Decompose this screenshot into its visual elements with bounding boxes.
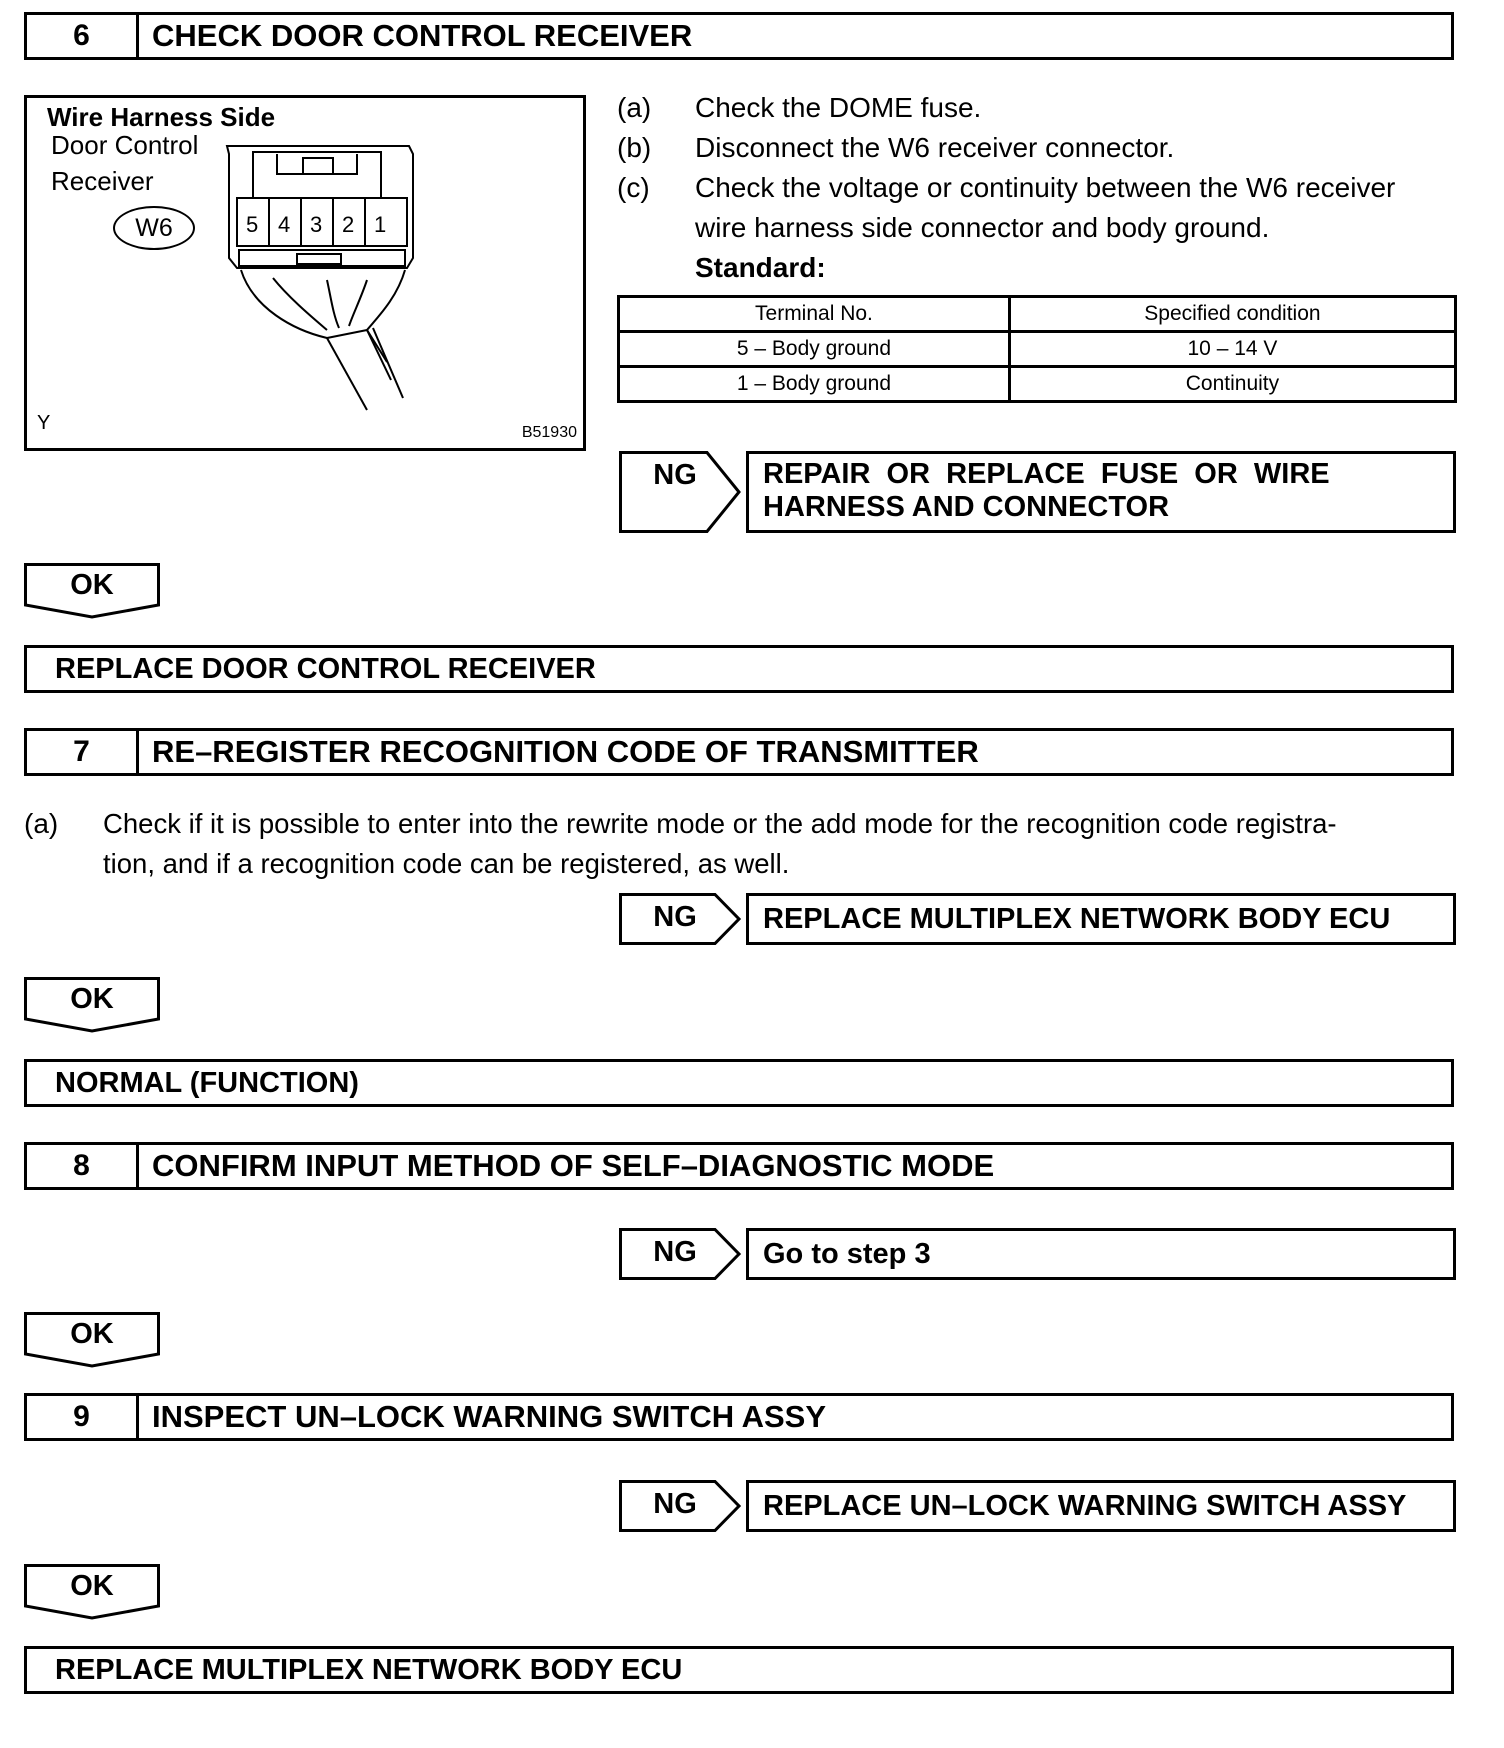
instruction-text: wire harness side connector and body ground.	[695, 212, 1270, 243]
ng-result-box: Go to step 3	[746, 1228, 1456, 1280]
step-6-header	[24, 12, 1454, 60]
ok-arrow	[24, 1564, 160, 1620]
step-title: INSPECT UN–LOCK WARNING SWITCH ASSY	[152, 1399, 826, 1434]
instruction-text: Check the DOME fuse.	[695, 92, 982, 123]
standard-table	[617, 295, 1457, 403]
table-row	[619, 367, 1456, 402]
ng-arrow	[619, 1228, 741, 1280]
table-cell: 1 – Body ground	[619, 367, 1010, 402]
connector-figure	[24, 95, 586, 451]
step-8-header	[24, 1142, 1454, 1190]
result-box: REPLACE MULTIPLEX NETWORK BODY ECU	[24, 1646, 1454, 1694]
table-header-row	[619, 297, 1456, 332]
result-box: NORMAL (FUNCTION)	[24, 1059, 1454, 1107]
instruction-text: Disconnect the W6 receiver connector.	[695, 132, 1175, 163]
ng-arrow	[619, 451, 741, 533]
figure-id: B51930	[521, 424, 577, 441]
ng-label: NG	[653, 1236, 697, 1268]
table-header: Terminal No.	[619, 297, 1010, 332]
pin-label: 3	[310, 212, 323, 237]
ng-label: NG	[653, 901, 697, 933]
step-9-header	[24, 1393, 1454, 1441]
figure-label-line1: Door Control	[51, 130, 199, 160]
standard-label: Standard:	[695, 252, 826, 283]
instruction-marker: (a)	[617, 92, 652, 123]
ok-arrow	[24, 977, 160, 1033]
step-number: 6	[27, 15, 139, 57]
ng-result-line1	[763, 458, 1453, 491]
ng-result-line2: HARNESS AND CONNECTOR	[763, 491, 1170, 523]
ng-result-text: REPAIR OR REPLACE FUSE OR WIRE	[763, 458, 1330, 490]
step-number: 9	[27, 1396, 139, 1438]
pin-label: 1	[374, 212, 387, 237]
table-cell: 5 – Body ground	[619, 332, 1010, 367]
ok-label: OK	[70, 1318, 114, 1350]
instruction-marker: (a)	[24, 808, 59, 839]
ok-label: OK	[70, 569, 114, 601]
table-header: Specified condition	[1009, 297, 1455, 332]
figure-corner-mark: Y	[37, 412, 51, 434]
instruction-marker: (c)	[617, 172, 650, 203]
ng-arrow	[619, 1480, 741, 1532]
table-cell: 10 – 14 V	[1009, 332, 1455, 367]
ng-arrow	[619, 893, 741, 945]
step-number: 8	[27, 1145, 139, 1187]
result-box: REPLACE DOOR CONTROL RECEIVER	[24, 645, 1454, 693]
instruction-text: tion, and if a recognition code can be registered, as well.	[103, 848, 790, 879]
figure-label-line2: Receiver	[51, 166, 154, 196]
ng-result-box: REPLACE MULTIPLEX NETWORK BODY ECU	[746, 893, 1456, 945]
ok-label: OK	[70, 1570, 114, 1602]
table-cell: Continuity	[1009, 367, 1455, 402]
step-7-header	[24, 728, 1454, 776]
pin-label: 4	[278, 212, 291, 237]
instruction-text: Check if it is possible to enter into the rewrite mode or the add mode for the recognition code registra-	[103, 808, 1337, 839]
ng-label: NG	[653, 459, 697, 491]
pin-label: 2	[342, 212, 355, 237]
ng-label: NG	[653, 1488, 697, 1520]
table-row	[619, 332, 1456, 367]
instruction-marker: (b)	[617, 132, 652, 163]
ok-label: OK	[70, 983, 114, 1015]
ng-result-box: REPLACE UN–LOCK WARNING SWITCH ASSY	[746, 1480, 1456, 1532]
pin-label: 5	[246, 212, 259, 237]
ok-arrow	[24, 563, 160, 619]
instruction-text: Check the voltage or continuity between the W6 receiver	[695, 172, 1396, 203]
step-title: RE–REGISTER RECOGNITION CODE OF TRANSMITTER	[152, 734, 979, 769]
connector-code: W6	[135, 213, 173, 242]
step-number: 7	[27, 731, 139, 773]
ng-result-box	[746, 451, 1456, 533]
step-title: CHECK DOOR CONTROL RECEIVER	[152, 18, 693, 53]
step-title: CONFIRM INPUT METHOD OF SELF–DIAGNOSTIC MODE	[152, 1148, 995, 1183]
connector-drawing	[27, 98, 583, 448]
ok-arrow	[24, 1312, 160, 1368]
figure-heading: Wire Harness Side	[47, 102, 276, 132]
